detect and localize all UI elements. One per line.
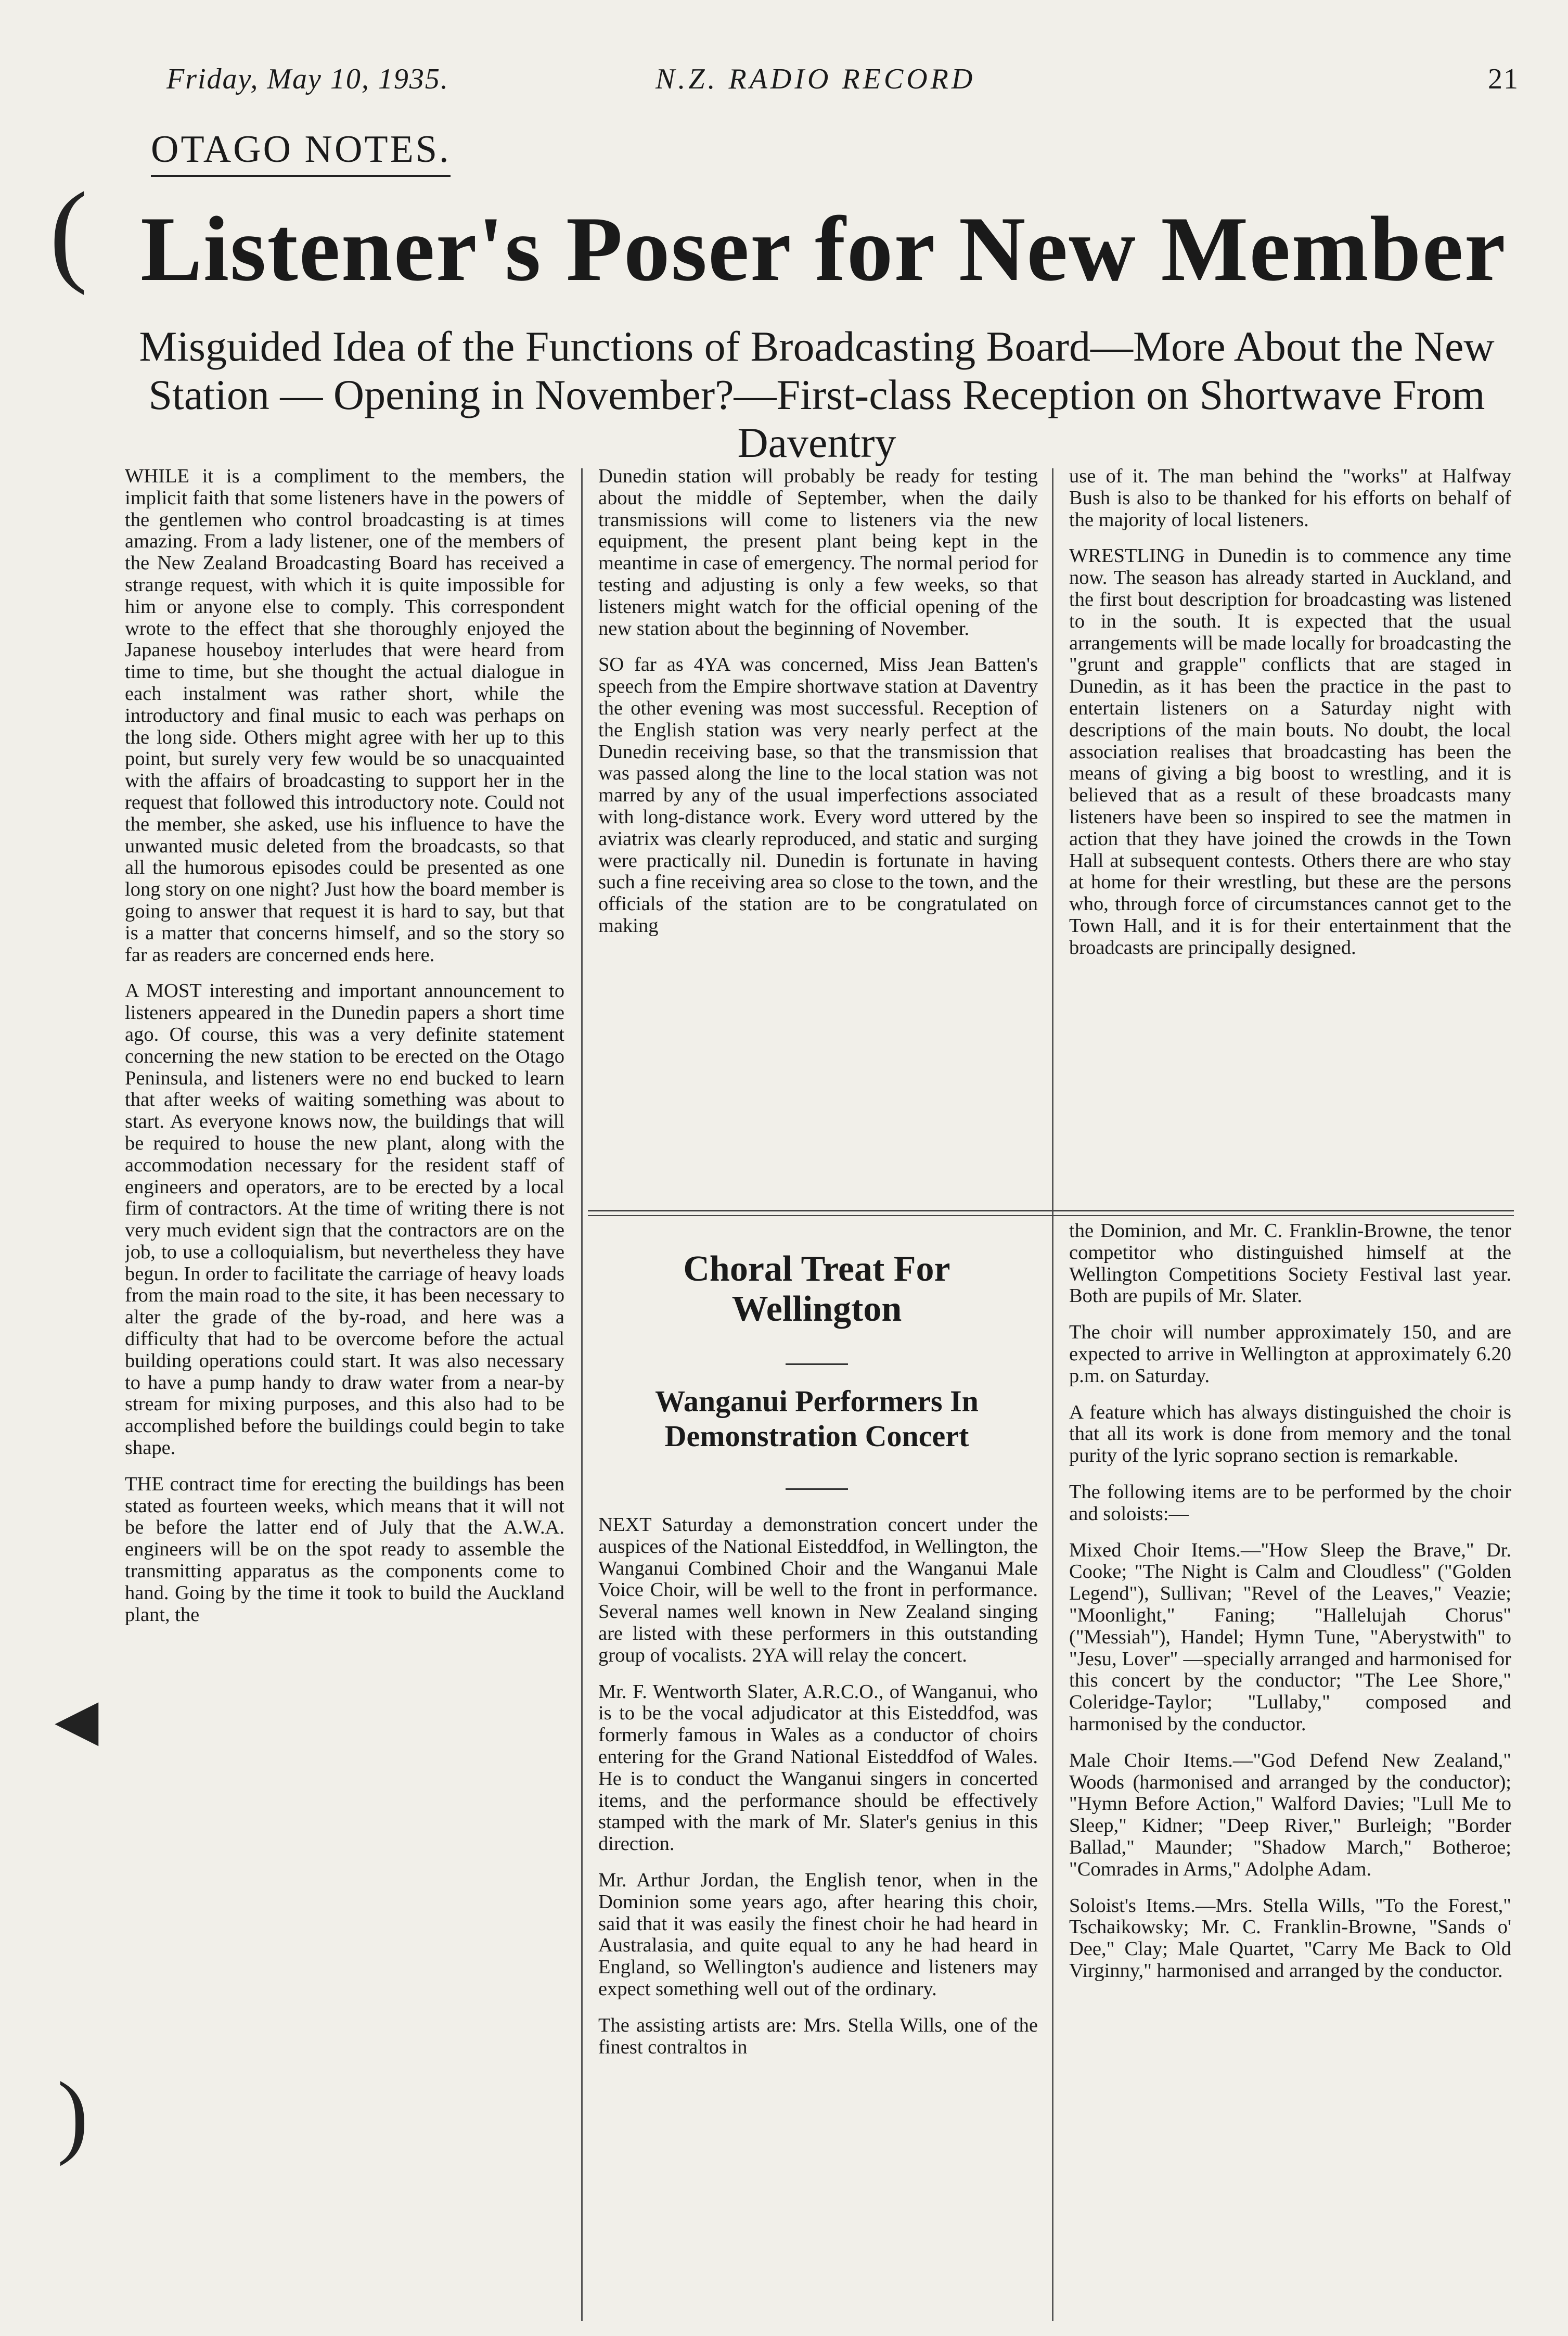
paragraph: A MOST interesting and important announcement to listeners appeared in the Dunedin papers a short time ago. Of course, this was a very definite statement concerning the new station to be erected on the Otago Peninsula, and listeners were no end bucked to learn that after weeks of waiting something was about to start. As everyone knows now, the buildings that will be required to house the new plant, along with the accommodation necessary for the resident staff of engineers and operators, are to be erected by a local firm of contractors. At the time of writing there is not very much evident sign that the contractors are on the job, to use a colloquialism, but nevertheless they have begun. In order to facilitate the carriage of heavy loads from the main road to the site, it has been necessary to alter the grade of the by-road, and here was a difficulty that had to be overcome before the actual building operations could start. It was also necessary to have a pump handy to draw water from a near-by stream for mixing purposes, and this also had to be accomplished before the buildings could begin to take shape.: [125, 980, 564, 1459]
paragraph: THE contract time for erecting the buildings has been stated as fourteen weeks, which means that it will not be before the latter end of July that the A.W.A. engineers will be on the spot ready to assemble the transmitting apparatus as the components come to hand. Going by the time it took to build the Auckland plant, the: [125, 1473, 564, 1626]
paragraph: SO far as 4YA was concerned, Miss Jean Batten's speech from the Empire shortwave station at Daventry the other evening was most successful. Reception of the English station was very nearly perfect at the Dunedin receiving base, so that the transmission that was passed along the line to the local station was not marred by any of the usual imperfections associated with long-distance work. Every word uttered by the aviatrix was clearly reproduced, and static and surging were practically nil. Dunedin is fortunate in having such a fine receiving area so close to the town, and the officials of the station are to be congratulated on making: [598, 654, 1038, 937]
margin-mark: ): [57, 2063, 88, 2166]
paragraph: the Dominion, and Mr. C. Franklin-Browne, the tenor competitor who distinguished himself at the Wellington Competitions Society Festival last year. Both are pupils of Mr. Slater.: [1069, 1220, 1511, 1307]
paragraph: WRESTLING in Dunedin is to commence any time now. The season has already started in Auckland, and the first bout description for broadcasting was listened to in the south. It is expected that the usual arrangements will be made locally for broadcasting the "grunt and grapple" conflicts that are staged in Dunedin, as it has been the practice in the past to entertain listeners on a Saturday night with descriptions of the main bouts. No doubt, the local association realises that broadcasting has been the means of giving a big boost to wrestling, and it is believed that as a result of these broadcasts many listeners have been so inspired to see the matmen in action that they have joined the crowds in the Town Hall at subsequent contests. Others there are who stay at home for their wrestling, but these are the persons who, through force of circumstances cannot get to the Town Hall, and it is for their entertainment that the broadcasts are principally designed.: [1069, 545, 1511, 959]
paragraph: Mixed Choir Items.—"How Sleep the Brave," Dr. Cooke; "The Night is Calm and Cloudless" ("Golden Legend"), Sullivan; "Revel of the Leaves," Veazie; "Moonlight," Faning; "Hallelujah Chorus" ("Messiah"), Handel; Hymn Tune, "Aberystwith" to "Jesu, Lover" —specially arranged and harmonised for this concert by the conductor; "The Lee Shore," Coleridge-Taylor; "Lullaby," composed and harmonised by the conductor.: [1069, 1539, 1511, 1735]
paragraph: Soloist's Items.—Mrs. Stella Wills, "To the Forest," Tschaikowsky; Mr. C. Franklin-Browne, "Sands o' Dee," Clay; Male Quartet, "Carry Me Back to Old Virginny," harmonised and arranged by the conductor.: [1069, 1894, 1511, 1982]
headline-deck: Misguided Idea of the Functions of Broadcasting Board—More About the New Station — Opening in November?—First-class Reception on Shortwave From Daventry: [139, 323, 1495, 467]
choral-column-1: [598, 1514, 1038, 2326]
margin-mark: (: [49, 169, 88, 296]
headline: Listener's Poser for New Member: [140, 197, 1507, 300]
title-rule: [786, 1363, 848, 1365]
column-divider: [581, 468, 583, 2321]
paragraph: The choir will number approximately 150, and are expected to arrive in Wellington at approximately 6.20 p.m. on Saturday.: [1069, 1321, 1511, 1387]
paragraph: use of it. The man behind the "works" at Halfway Bush is also to be thanked for his efforts on behalf of the majority of local listeners.: [1069, 466, 1511, 531]
issue-date: Friday, May 10, 1935.: [166, 63, 449, 95]
paragraph: Male Choir Items.—"God Defend New Zealand," Woods (harmonised and arranged by the conductor); "Hymn Before Action," Walford Davies; "Lull Me to Sleep," Kidner; "Deep River," Burleigh; "Border Ballad," Maunder; "Shadow March," Botheroe; "Comrades in Arms," Adolphe Adam.: [1069, 1749, 1511, 1880]
subtitle-rule: [786, 1488, 848, 1490]
column-divider: [1052, 468, 1053, 2321]
paragraph: Mr. F. Wentworth Slater, A.R.C.O., of Wanganui, who is to be the vocal adjudicator at this Eisteddfod, was formerly famous in Wales as a conductor of choirs entering for the Grand National Eisteddfod of Wales. He is to conduct the Wanganui singers in concerted items, and the performance should be effectively stamped with the mark of Mr. Slater's genius in this direction.: [598, 1680, 1038, 1855]
article-column-2: [598, 466, 1038, 1199]
publication-name: N.Z. RADIO RECORD: [656, 63, 976, 95]
page-header: [166, 62, 1519, 109]
paragraph: The assisting artists are: Mrs. Stella Wills, one of the finest contraltos in: [598, 2014, 1038, 2058]
section-label: OTAGO NOTES.: [151, 127, 451, 177]
paragraph: The following items are to be performed by the choir and soloists:—: [1069, 1480, 1511, 1525]
choral-column-2: [1069, 1220, 1511, 2326]
paragraph: Mr. Arthur Jordan, the English tenor, when in the Dominion some years ago, after hearing this choir, said that it was easily the finest choir he had heard in Australasia, and quite equal to any he had heard in England, so Wellington's audience and listeners may expect something well out of the ordinary.: [598, 1869, 1038, 2000]
paragraph: Dunedin station will probably be ready for testing about the middle of September, when the daily transmissions will come to listeners via the new equipment, the present plant being kept in the meantime in case of emergency. The normal period for testing and adjusting is only a few weeks, so that listeners might watch for the official opening of the new station about the beginning of November.: [598, 466, 1038, 640]
article-column-1: [125, 466, 564, 2329]
choral-subtitle: Wanganui Performers In Demonstration Concert: [655, 1384, 979, 1453]
margin-mark: ◀: [55, 1688, 99, 1752]
paragraph: A feature which has always distinguished the choir is that all its work is done from memory and the tonal purity of the lyric soprano section is remarkable.: [1069, 1401, 1511, 1467]
choral-title: Choral Treat For Wellington: [683, 1249, 950, 1329]
paragraph: WHILE it is a compliment to the members, the implicit faith that some listeners have in the powers of the gentlemen who control broadcasting is at times amazing. From a lady listener, one of the members of the New Zealand Broadcasting Board has received a strange request, with which it is quite impossible for him or anyone else to comply. This correspondent wrote to the effect that she thoroughly enjoyed the Japanese houseboy interludes that were heard from time to time, but she thought the actual dialogue in each instalment was rather short, while the introductory and final music to each was perhaps on the long side. Others might agree with her up to this point, but surely very few would be so unacquainted with the affairs of broadcasting to support her in the request that followed this introductory note. Could not the member, she asked, use his influence to have the unwanted music deleted from the broadcasts, so that all the humorous episodes could be presented as one long story on one night? Just how the board member is going to answer that request it is hard to say, but that is a matter that concerns himself, and so the story so far as readers are concerned ends here.: [125, 466, 564, 966]
paragraph: NEXT Saturday a demonstration concert under the auspices of the National Eisteddfod, in Wellington, the Wanganui Combined Choir and the Wanganui Male Voice Choir, will be well to the front in performance. Several names well known in New Zealand singing are listed with these performers in this outstanding group of vocalists. 2YA will relay the concert.: [598, 1514, 1038, 1666]
article-column-3: [1069, 466, 1511, 1199]
story-divider: [588, 1210, 1514, 1216]
page-number: 21: [1488, 63, 1519, 95]
